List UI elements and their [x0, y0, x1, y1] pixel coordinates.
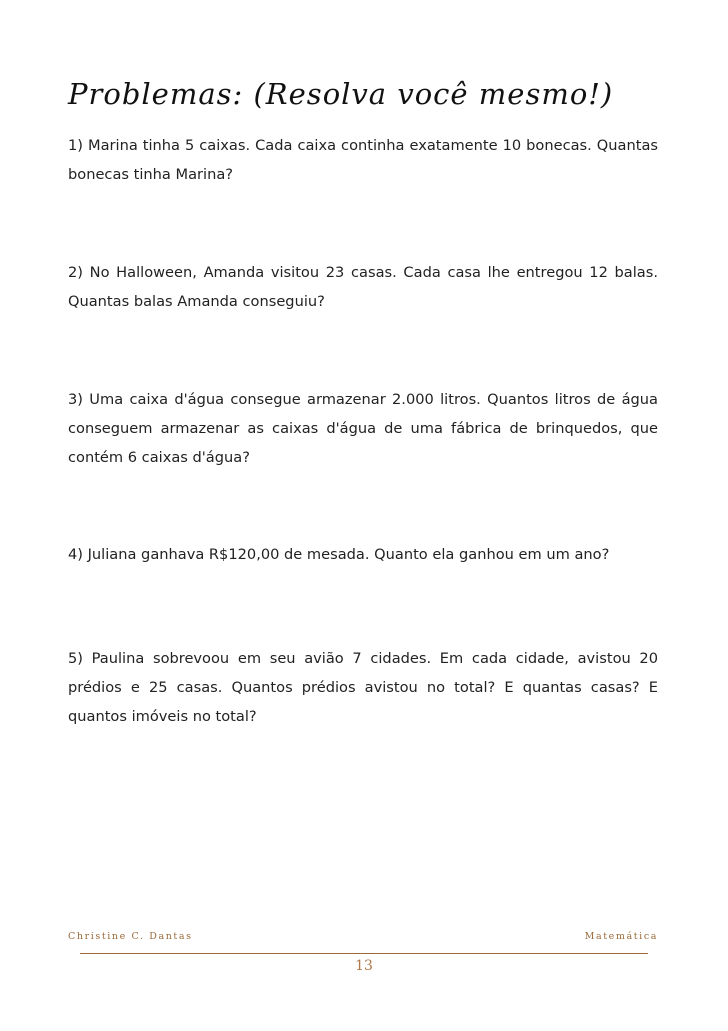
footer-subject: Matemática — [584, 931, 658, 942]
problem-5: 5) Paulina sobrevoou em seu avião 7 cidades. Em cada cidade, avistou 20 prédios e 25 casas. Quantos prédios avistou no total? E quantas casas? E quantos imóveis no total? — [68, 650, 658, 725]
page-number: 13 — [355, 958, 373, 974]
page-title: Problemas: (Resolva você mesmo!) — [68, 77, 614, 111]
problem-2: 2) No Halloween, Amanda visitou 23 casas. Cada casa lhe entregou 12 balas. Quantas balas Amanda conseguiu? — [68, 264, 658, 310]
problem-4: 4) Juliana ganhava R$120,00 de mesada. Quanto ela ganhou em um ano? — [68, 546, 610, 563]
footer-divider — [80, 953, 648, 954]
problem-1: 1) Marina tinha 5 caixas. Cada caixa continha exatamente 10 bonecas. Quantas bonecas tinha Marina? — [68, 137, 658, 183]
problem-3: 3) Uma caixa d'água consegue armazenar 2.000 litros. Quantos litros de água conseguem armazenar as caixas d'água de uma fábrica de brinquedos, que contém 6 caixas d'água? — [68, 391, 658, 466]
footer-author: Christine C. Dantas — [68, 931, 193, 942]
